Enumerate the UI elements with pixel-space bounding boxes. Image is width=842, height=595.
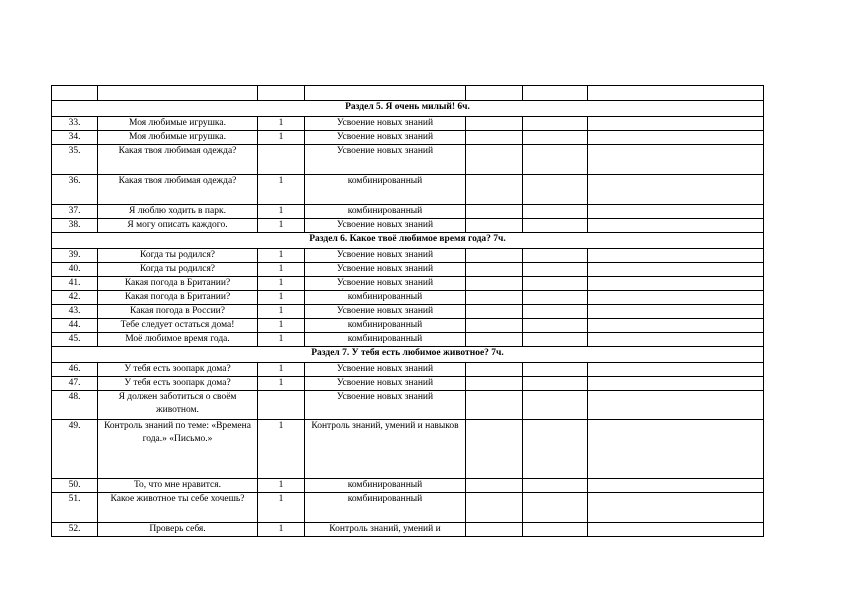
lesson-topic: Моё любимое время года. — [98, 333, 258, 347]
lesson-hours: 1 — [258, 363, 305, 377]
lesson-hours: 1 — [258, 305, 305, 319]
section-title: Раздел 7. У тебя есть любимое животное? 7ч. — [52, 347, 764, 363]
empty-cell — [588, 493, 764, 523]
lesson-number: 47. — [52, 377, 98, 391]
blank-cell — [98, 86, 258, 101]
lesson-number: 38. — [52, 219, 98, 233]
lesson-topic: Проверь себя. — [98, 523, 258, 537]
empty-cell — [588, 523, 764, 537]
lesson-type: Усвоение новых знаний — [305, 391, 466, 420]
lesson-number: 43. — [52, 305, 98, 319]
lesson-topic: Моя любимые игрушка. — [98, 117, 258, 131]
empty-cell — [466, 263, 523, 277]
empty-cell — [466, 291, 523, 305]
lesson-hours: 1 — [258, 333, 305, 347]
blank-cell — [52, 86, 98, 101]
blank-cell — [466, 86, 523, 101]
empty-cell — [466, 277, 523, 291]
empty-cell — [588, 420, 764, 479]
empty-cell — [523, 420, 588, 479]
lesson-number: 44. — [52, 319, 98, 333]
empty-cell — [466, 305, 523, 319]
table-row — [52, 523, 764, 537]
empty-cell — [523, 377, 588, 391]
blank-cell — [258, 86, 305, 101]
lesson-number: 33. — [52, 117, 98, 131]
header-blank-row — [52, 86, 764, 101]
empty-cell — [523, 493, 588, 523]
empty-cell — [588, 249, 764, 263]
lesson-topic: Какая твоя любимая одежда? — [98, 145, 258, 175]
lesson-topic: Контроль знаний по теме: «Времена года.» «Письмо.» — [98, 420, 258, 479]
table-row — [52, 249, 764, 263]
lesson-topic: У тебя есть зоопарк дома? — [98, 377, 258, 391]
lesson-hours: 1 — [258, 175, 305, 205]
lesson-hours: 1 — [258, 219, 305, 233]
empty-cell — [523, 305, 588, 319]
table-row — [52, 131, 764, 145]
lesson-hours: 1 — [258, 523, 305, 537]
table-row — [52, 333, 764, 347]
lesson-hours: 1 — [258, 493, 305, 523]
empty-cell — [466, 420, 523, 479]
lesson-plan-table — [51, 85, 764, 537]
empty-cell — [523, 319, 588, 333]
empty-cell — [523, 263, 588, 277]
lesson-type: Усвоение новых знаний — [305, 145, 466, 175]
empty-cell — [588, 117, 764, 131]
table-row — [52, 479, 764, 493]
section-header-row — [52, 233, 764, 249]
empty-cell — [466, 145, 523, 175]
empty-cell — [588, 145, 764, 175]
empty-cell — [588, 333, 764, 347]
lesson-type: комбинированный — [305, 291, 466, 305]
table-row — [52, 493, 764, 523]
blank-cell — [588, 86, 764, 101]
lesson-hours: 1 — [258, 117, 305, 131]
empty-cell — [588, 277, 764, 291]
lesson-type: Усвоение новых знаний — [305, 117, 466, 131]
lesson-hours: 1 — [258, 131, 305, 145]
table-row — [52, 377, 764, 391]
empty-cell — [588, 205, 764, 219]
empty-cell — [466, 377, 523, 391]
lesson-type: Усвоение новых знаний — [305, 377, 466, 391]
empty-cell — [523, 219, 588, 233]
empty-cell — [466, 249, 523, 263]
table-row — [52, 319, 764, 333]
lesson-topic: Когда ты родился? — [98, 249, 258, 263]
lesson-type: комбинированный — [305, 333, 466, 347]
table-row — [52, 363, 764, 377]
lesson-hours: 1 — [258, 263, 305, 277]
empty-cell — [466, 523, 523, 537]
empty-cell — [588, 363, 764, 377]
lesson-hours: 1 — [258, 479, 305, 493]
lesson-topic: Какая твоя любимая одежда? — [98, 175, 258, 205]
empty-cell — [523, 175, 588, 205]
section-title: Раздел 6. Какое твоё любимое время года? 7ч. — [52, 233, 764, 249]
lesson-hours: 1 — [258, 291, 305, 305]
empty-cell — [523, 117, 588, 131]
empty-cell — [466, 205, 523, 219]
empty-cell — [466, 319, 523, 333]
empty-cell — [588, 479, 764, 493]
lesson-number: 52. — [52, 523, 98, 537]
empty-cell — [523, 391, 588, 420]
table-row — [52, 175, 764, 205]
empty-cell — [588, 219, 764, 233]
table-row — [52, 305, 764, 319]
lesson-type: Усвоение новых знаний — [305, 219, 466, 233]
lesson-hours — [258, 145, 305, 175]
lesson-type: Усвоение новых знаний — [305, 305, 466, 319]
lesson-number: 40. — [52, 263, 98, 277]
empty-cell — [523, 523, 588, 537]
lesson-topic: Я могу описать каждого. — [98, 219, 258, 233]
lesson-type: комбинированный — [305, 493, 466, 523]
table-row — [52, 277, 764, 291]
lesson-type: Усвоение новых знаний — [305, 131, 466, 145]
blank-cell — [523, 86, 588, 101]
empty-cell — [466, 493, 523, 523]
lesson-type: комбинированный — [305, 175, 466, 205]
table-row — [52, 219, 764, 233]
empty-cell — [523, 479, 588, 493]
lesson-number: 45. — [52, 333, 98, 347]
lesson-type: комбинированный — [305, 479, 466, 493]
empty-cell — [588, 305, 764, 319]
table-row — [52, 391, 764, 420]
empty-cell — [523, 131, 588, 145]
lesson-topic: Какая погода в России? — [98, 305, 258, 319]
lesson-hours: 1 — [258, 205, 305, 219]
lesson-type: комбинированный — [305, 205, 466, 219]
lesson-number: 35. — [52, 145, 98, 175]
lesson-number: 51. — [52, 493, 98, 523]
lesson-hours — [258, 391, 305, 420]
empty-cell — [466, 391, 523, 420]
empty-cell — [466, 479, 523, 493]
lesson-number: 34. — [52, 131, 98, 145]
empty-cell — [466, 363, 523, 377]
lesson-type: Контроль знаний, умений и навыков — [305, 420, 466, 479]
empty-cell — [523, 249, 588, 263]
lesson-hours: 1 — [258, 249, 305, 263]
empty-cell — [523, 205, 588, 219]
blank-cell — [305, 86, 466, 101]
empty-cell — [588, 175, 764, 205]
lesson-hours: 1 — [258, 277, 305, 291]
lesson-topic: Я люблю ходить в парк. — [98, 205, 258, 219]
lesson-number: 46. — [52, 363, 98, 377]
lesson-number: 36. — [52, 175, 98, 205]
table-row — [52, 291, 764, 305]
empty-cell — [523, 363, 588, 377]
lesson-type: комбинированный — [305, 319, 466, 333]
empty-cell — [523, 333, 588, 347]
empty-cell — [588, 263, 764, 277]
lesson-topic: То, что мне нравится. — [98, 479, 258, 493]
table-row — [52, 420, 764, 479]
empty-cell — [588, 291, 764, 305]
lesson-type: Усвоение новых знаний — [305, 277, 466, 291]
empty-cell — [588, 377, 764, 391]
lesson-number: 41. — [52, 277, 98, 291]
lesson-topic: Моя любимые игрушка. — [98, 131, 258, 145]
empty-cell — [588, 391, 764, 420]
lesson-topic: Какая погода в Британии? — [98, 277, 258, 291]
lesson-type: Усвоение новых знаний — [305, 363, 466, 377]
table-row — [52, 263, 764, 277]
empty-cell — [466, 333, 523, 347]
lesson-number: 48. — [52, 391, 98, 420]
lesson-number: 39. — [52, 249, 98, 263]
table-row — [52, 145, 764, 175]
lesson-hours: 1 — [258, 319, 305, 333]
section-header-row — [52, 347, 764, 363]
section-header-row — [52, 101, 764, 117]
lesson-hours: 1 — [258, 420, 305, 479]
empty-cell — [588, 319, 764, 333]
section-title: Раздел 5. Я очень милый! 6ч. — [52, 101, 764, 117]
empty-cell — [588, 131, 764, 145]
lesson-number: 49. — [52, 420, 98, 479]
lesson-topic: Какое животное ты себе хочешь? — [98, 493, 258, 523]
table-row — [52, 205, 764, 219]
empty-cell — [523, 291, 588, 305]
lesson-number: 37. — [52, 205, 98, 219]
lesson-type: Усвоение новых знаний — [305, 263, 466, 277]
lesson-number: 50. — [52, 479, 98, 493]
lesson-topic: Я должен заботиться о своём животном. — [98, 391, 258, 420]
empty-cell — [523, 277, 588, 291]
table-row — [52, 117, 764, 131]
empty-cell — [466, 131, 523, 145]
lesson-hours: 1 — [258, 377, 305, 391]
lesson-number: 42. — [52, 291, 98, 305]
lesson-topic: Тебе следует остаться дома! — [98, 319, 258, 333]
lesson-topic: Какая погода в Британии? — [98, 291, 258, 305]
empty-cell — [466, 175, 523, 205]
lesson-topic: Когда ты родился? — [98, 263, 258, 277]
lesson-type: Усвоение новых знаний — [305, 249, 466, 263]
lesson-topic: У тебя есть зоопарк дома? — [98, 363, 258, 377]
empty-cell — [466, 219, 523, 233]
lesson-type: Контроль знаний, умений и — [305, 523, 466, 537]
empty-cell — [466, 117, 523, 131]
empty-cell — [523, 145, 588, 175]
